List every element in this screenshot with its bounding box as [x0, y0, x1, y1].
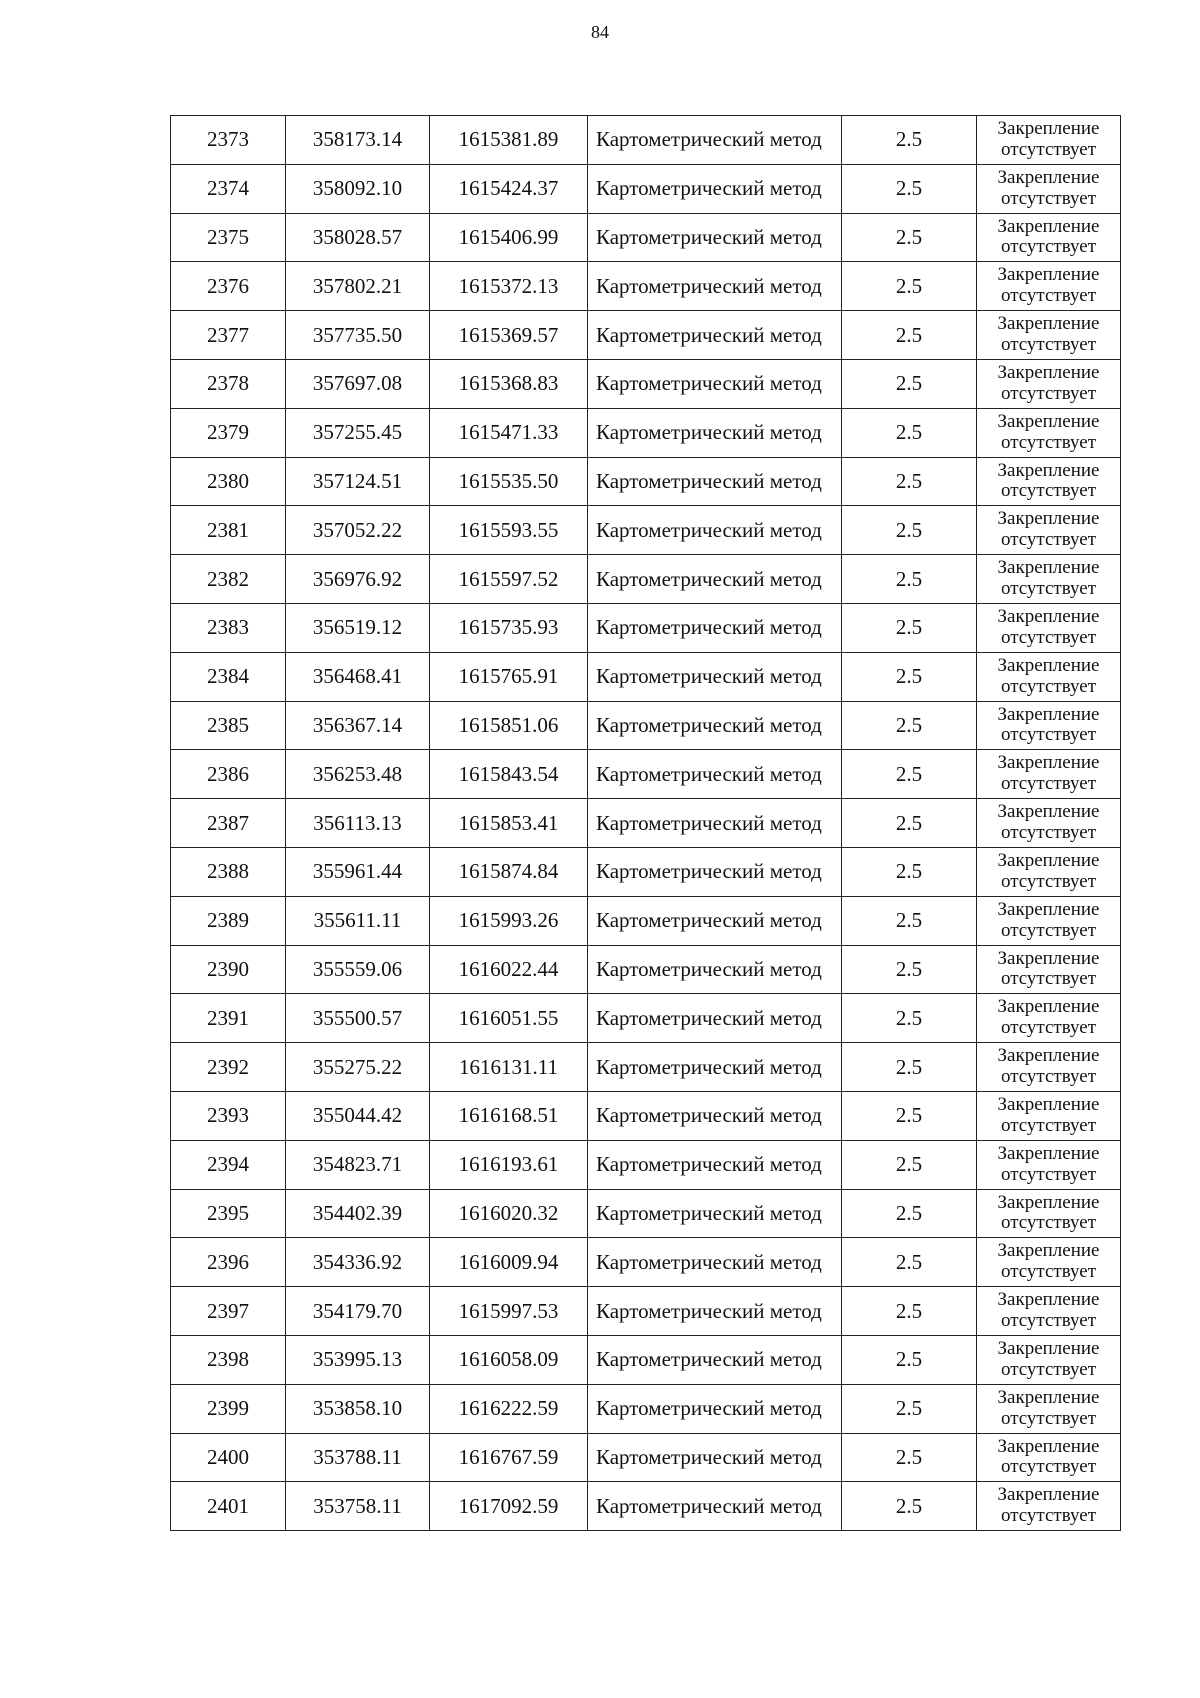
fixation-text: отсутствует: [1000, 187, 1097, 209]
table-row: [171, 896, 1121, 945]
fixation-text: Закрепление: [997, 1191, 1100, 1213]
table-row: [171, 994, 1121, 1043]
fixation-text: отсутствует: [1000, 578, 1097, 600]
accuracy-cell: 2.5: [842, 1140, 977, 1189]
method-cell: Картометрический метод: [588, 262, 842, 311]
y-coordinate-cell: 1616193.61: [430, 1140, 588, 1189]
method-cell: Картометрический метод: [588, 359, 842, 408]
fixation-text: отсутствует: [1000, 334, 1097, 356]
table-row: [171, 945, 1121, 994]
x-coordinate-cell: 358092.10: [286, 164, 430, 213]
table-row: [171, 408, 1121, 457]
fixation-cell: [977, 603, 1121, 652]
fixation-text: отсутствует: [1000, 919, 1097, 941]
fixation-cell: [977, 1384, 1121, 1433]
point-number-cell: 2395: [171, 1189, 286, 1238]
x-coordinate-cell: 356468.41: [286, 652, 430, 701]
x-coordinate-cell: 354179.70: [286, 1287, 430, 1336]
x-coordinate-cell: 357735.50: [286, 311, 430, 360]
x-coordinate-cell: 358028.57: [286, 213, 430, 262]
fixation-text: отсутствует: [1000, 822, 1097, 844]
fixation-cell: [977, 1043, 1121, 1092]
point-number-cell: 2375: [171, 213, 286, 262]
fixation-text: Закрепление: [997, 459, 1100, 481]
fixation-cell: [977, 945, 1121, 994]
y-coordinate-cell: 1616767.59: [430, 1433, 588, 1482]
accuracy-cell: 2.5: [842, 164, 977, 213]
fixation-cell: [977, 457, 1121, 506]
fixation-text: отсутствует: [1000, 1456, 1097, 1478]
y-coordinate-cell: 1616222.59: [430, 1384, 588, 1433]
y-coordinate-cell: 1615424.37: [430, 164, 588, 213]
method-cell: Картометрический метод: [588, 1433, 842, 1482]
x-coordinate-cell: 356113.13: [286, 799, 430, 848]
y-coordinate-cell: 1616058.09: [430, 1335, 588, 1384]
point-number-cell: 2386: [171, 750, 286, 799]
accuracy-cell: 2.5: [842, 1043, 977, 1092]
accuracy-cell: 2.5: [842, 603, 977, 652]
table-row: [171, 1043, 1121, 1092]
point-number-cell: 2389: [171, 896, 286, 945]
point-number-cell: 2380: [171, 457, 286, 506]
fixation-text: Закрепление: [997, 557, 1100, 579]
fixation-text: отсутствует: [1000, 773, 1097, 795]
point-number-cell: 2399: [171, 1384, 286, 1433]
method-cell: Картометрический метод: [588, 408, 842, 457]
fixation-cell: [977, 994, 1121, 1043]
y-coordinate-cell: 1616020.32: [430, 1189, 588, 1238]
fixation-cell: [977, 1433, 1121, 1482]
accuracy-cell: 2.5: [842, 1482, 977, 1531]
table-row: [171, 164, 1121, 213]
method-cell: Картометрический метод: [588, 1091, 842, 1140]
fixation-text: отсутствует: [1000, 529, 1097, 551]
point-number-cell: 2385: [171, 701, 286, 750]
fixation-cell: [977, 847, 1121, 896]
x-coordinate-cell: 355044.42: [286, 1091, 430, 1140]
x-coordinate-cell: 358173.14: [286, 116, 430, 165]
coordinates-table: [170, 115, 1121, 1531]
accuracy-cell: 2.5: [842, 994, 977, 1043]
x-coordinate-cell: 357124.51: [286, 457, 430, 506]
point-number-cell: 2401: [171, 1482, 286, 1531]
accuracy-cell: 2.5: [842, 262, 977, 311]
table-body: [171, 116, 1121, 1531]
accuracy-cell: 2.5: [842, 896, 977, 945]
fixation-text: отсутствует: [1000, 675, 1097, 697]
accuracy-cell: 2.5: [842, 1189, 977, 1238]
table-row: [171, 652, 1121, 701]
accuracy-cell: 2.5: [842, 213, 977, 262]
table-row: [171, 262, 1121, 311]
fixation-cell: [977, 1335, 1121, 1384]
fixation-cell: [977, 311, 1121, 360]
accuracy-cell: 2.5: [842, 116, 977, 165]
point-number-cell: 2387: [171, 799, 286, 848]
point-number-cell: 2383: [171, 603, 286, 652]
fixation-text: Закрепление: [997, 1142, 1100, 1164]
fixation-text: отсутствует: [1000, 480, 1097, 502]
fixation-text: Закрепление: [997, 361, 1100, 383]
y-coordinate-cell: 1615372.13: [430, 262, 588, 311]
fixation-text: Закрепление: [997, 801, 1100, 823]
y-coordinate-cell: 1616051.55: [430, 994, 588, 1043]
fixation-cell: [977, 1140, 1121, 1189]
x-coordinate-cell: 356519.12: [286, 603, 430, 652]
x-coordinate-cell: 357697.08: [286, 359, 430, 408]
fixation-text: Закрепление: [997, 1240, 1100, 1262]
fixation-cell: [977, 652, 1121, 701]
x-coordinate-cell: 357052.22: [286, 506, 430, 555]
y-coordinate-cell: 1615993.26: [430, 896, 588, 945]
fixation-text: Закрепление: [997, 605, 1100, 627]
fixation-text: Закрепление: [997, 849, 1100, 871]
method-cell: Картометрический метод: [588, 164, 842, 213]
y-coordinate-cell: 1616009.94: [430, 1238, 588, 1287]
y-coordinate-cell: 1615874.84: [430, 847, 588, 896]
fixation-text: Закрепление: [997, 1289, 1100, 1311]
method-cell: Картометрический метод: [588, 213, 842, 262]
accuracy-cell: 2.5: [842, 506, 977, 555]
point-number-cell: 2382: [171, 555, 286, 604]
accuracy-cell: 2.5: [842, 652, 977, 701]
point-number-cell: 2393: [171, 1091, 286, 1140]
method-cell: Картометрический метод: [588, 1482, 842, 1531]
table-row: [171, 555, 1121, 604]
x-coordinate-cell: 353758.11: [286, 1482, 430, 1531]
x-coordinate-cell: 355500.57: [286, 994, 430, 1043]
y-coordinate-cell: 1615369.57: [430, 311, 588, 360]
table-row: [171, 1384, 1121, 1433]
x-coordinate-cell: 353995.13: [286, 1335, 430, 1384]
accuracy-cell: 2.5: [842, 701, 977, 750]
y-coordinate-cell: 1615843.54: [430, 750, 588, 799]
fixation-text: Закрепление: [997, 508, 1100, 530]
fixation-text: отсутствует: [1000, 285, 1097, 307]
point-number-cell: 2392: [171, 1043, 286, 1092]
fixation-text: Закрепление: [997, 118, 1100, 139]
method-cell: Картометрический метод: [588, 750, 842, 799]
method-cell: Картометрический метод: [588, 652, 842, 701]
table-row: [171, 750, 1121, 799]
fixation-cell: [977, 164, 1121, 213]
fixation-text: отсутствует: [1000, 382, 1097, 404]
y-coordinate-cell: 1615853.41: [430, 799, 588, 848]
table-row: [171, 213, 1121, 262]
accuracy-cell: 2.5: [842, 1091, 977, 1140]
method-cell: Картометрический метод: [588, 457, 842, 506]
accuracy-cell: 2.5: [842, 1287, 977, 1336]
table-row: [171, 1238, 1121, 1287]
table-row: [171, 1091, 1121, 1140]
fixation-cell: [977, 896, 1121, 945]
table-row: [171, 847, 1121, 896]
x-coordinate-cell: 354336.92: [286, 1238, 430, 1287]
accuracy-cell: 2.5: [842, 847, 977, 896]
table-row: [171, 603, 1121, 652]
accuracy-cell: 2.5: [842, 1433, 977, 1482]
table-row: [171, 1140, 1121, 1189]
fixation-cell: [977, 116, 1121, 165]
y-coordinate-cell: 1615997.53: [430, 1287, 588, 1336]
point-number-cell: 2374: [171, 164, 286, 213]
y-coordinate-cell: 1616022.44: [430, 945, 588, 994]
fixation-cell: [977, 555, 1121, 604]
table-row: [171, 1335, 1121, 1384]
x-coordinate-cell: 353788.11: [286, 1433, 430, 1482]
accuracy-cell: 2.5: [842, 1384, 977, 1433]
fixation-text: Закрепление: [997, 410, 1100, 432]
table-row: [171, 701, 1121, 750]
accuracy-cell: 2.5: [842, 555, 977, 604]
method-cell: Картометрический метод: [588, 555, 842, 604]
accuracy-cell: 2.5: [842, 359, 977, 408]
y-coordinate-cell: 1615368.83: [430, 359, 588, 408]
fixation-text: Закрепление: [997, 264, 1100, 286]
accuracy-cell: 2.5: [842, 1238, 977, 1287]
fixation-text: отсутствует: [1000, 138, 1097, 160]
fixation-cell: [977, 1482, 1121, 1531]
fixation-text: отсутствует: [1000, 1407, 1097, 1429]
table-row: [171, 1433, 1121, 1482]
x-coordinate-cell: 355611.11: [286, 896, 430, 945]
method-cell: Картометрический метод: [588, 994, 842, 1043]
fixation-text: отсутствует: [1000, 1212, 1097, 1234]
accuracy-cell: 2.5: [842, 457, 977, 506]
method-cell: Картометрический метод: [588, 1238, 842, 1287]
fixation-text: отсутствует: [1000, 1114, 1097, 1136]
point-number-cell: 2381: [171, 506, 286, 555]
fixation-text: Закрепление: [997, 1093, 1100, 1115]
accuracy-cell: 2.5: [842, 945, 977, 994]
fixation-text: отсутствует: [1000, 1017, 1097, 1039]
fixation-text: Закрепление: [997, 752, 1100, 774]
y-coordinate-cell: 1615535.50: [430, 457, 588, 506]
method-cell: Картометрический метод: [588, 116, 842, 165]
accuracy-cell: 2.5: [842, 750, 977, 799]
x-coordinate-cell: 356367.14: [286, 701, 430, 750]
y-coordinate-cell: 1615597.52: [430, 555, 588, 604]
fixation-text: Закрепление: [997, 166, 1100, 188]
x-coordinate-cell: 356976.92: [286, 555, 430, 604]
accuracy-cell: 2.5: [842, 408, 977, 457]
point-number-cell: 2376: [171, 262, 286, 311]
fixation-text: отсутствует: [1000, 1066, 1097, 1088]
fixation-text: отсутствует: [1000, 1163, 1097, 1185]
table-row: [171, 799, 1121, 848]
point-number-cell: 2390: [171, 945, 286, 994]
y-coordinate-cell: 1616131.11: [430, 1043, 588, 1092]
x-coordinate-cell: 355961.44: [286, 847, 430, 896]
point-number-cell: 2379: [171, 408, 286, 457]
fixation-cell: [977, 1238, 1121, 1287]
fixation-cell: [977, 213, 1121, 262]
y-coordinate-cell: 1615471.33: [430, 408, 588, 457]
method-cell: Картометрический метод: [588, 896, 842, 945]
method-cell: Картометрический метод: [588, 1384, 842, 1433]
x-coordinate-cell: 357255.45: [286, 408, 430, 457]
y-coordinate-cell: 1615851.06: [430, 701, 588, 750]
method-cell: Картометрический метод: [588, 506, 842, 555]
fixation-cell: [977, 506, 1121, 555]
fixation-text: Закрепление: [997, 898, 1100, 920]
fixation-cell: [977, 262, 1121, 311]
fixation-text: Закрепление: [997, 996, 1100, 1018]
fixation-text: отсутствует: [1000, 236, 1097, 258]
x-coordinate-cell: 354402.39: [286, 1189, 430, 1238]
point-number-cell: 2377: [171, 311, 286, 360]
fixation-text: отсутствует: [1000, 431, 1097, 453]
fixation-cell: [977, 359, 1121, 408]
table-row: [171, 1482, 1121, 1531]
fixation-text: Закрепление: [997, 654, 1100, 676]
table-row: [171, 1189, 1121, 1238]
method-cell: Картометрический метод: [588, 1043, 842, 1092]
y-coordinate-cell: 1615735.93: [430, 603, 588, 652]
point-number-cell: 2397: [171, 1287, 286, 1336]
fixation-text: отсутствует: [1000, 1310, 1097, 1332]
fixation-cell: [977, 1189, 1121, 1238]
y-coordinate-cell: 1615381.89: [430, 116, 588, 165]
point-number-cell: 2391: [171, 994, 286, 1043]
method-cell: Картометрический метод: [588, 1335, 842, 1384]
fixation-text: Закрепление: [997, 313, 1100, 335]
method-cell: Картометрический метод: [588, 603, 842, 652]
x-coordinate-cell: 355559.06: [286, 945, 430, 994]
point-number-cell: 2400: [171, 1433, 286, 1482]
method-cell: Картометрический метод: [588, 1189, 842, 1238]
x-coordinate-cell: 355275.22: [286, 1043, 430, 1092]
method-cell: Картометрический метод: [588, 945, 842, 994]
fixation-text: Закрепление: [997, 703, 1100, 725]
y-coordinate-cell: 1615593.55: [430, 506, 588, 555]
table-row: [171, 1287, 1121, 1336]
fixation-text: отсутствует: [1000, 1358, 1097, 1380]
fixation-text: Закрепление: [997, 215, 1100, 237]
table-row: [171, 506, 1121, 555]
fixation-text: Закрепление: [997, 1484, 1100, 1506]
fixation-cell: [977, 701, 1121, 750]
fixation-text: отсутствует: [1000, 968, 1097, 990]
fixation-text: Закрепление: [997, 1337, 1100, 1359]
accuracy-cell: 2.5: [842, 1335, 977, 1384]
y-coordinate-cell: 1616168.51: [430, 1091, 588, 1140]
point-number-cell: 2396: [171, 1238, 286, 1287]
fixation-text: отсутствует: [1000, 724, 1097, 746]
fixation-text: отсутствует: [1000, 870, 1097, 892]
method-cell: Картометрический метод: [588, 701, 842, 750]
accuracy-cell: 2.5: [842, 311, 977, 360]
fixation-cell: [977, 1091, 1121, 1140]
point-number-cell: 2384: [171, 652, 286, 701]
y-coordinate-cell: 1615406.99: [430, 213, 588, 262]
fixation-text: Закрепление: [997, 1386, 1100, 1408]
fixation-cell: [977, 750, 1121, 799]
x-coordinate-cell: 357802.21: [286, 262, 430, 311]
page-number: 84: [591, 22, 609, 42]
fixation-cell: [977, 799, 1121, 848]
method-cell: Картометрический метод: [588, 847, 842, 896]
fixation-text: Закрепление: [997, 1435, 1100, 1457]
x-coordinate-cell: 356253.48: [286, 750, 430, 799]
table-row: [171, 116, 1121, 165]
point-number-cell: 2394: [171, 1140, 286, 1189]
point-number-cell: 2388: [171, 847, 286, 896]
point-number-cell: 2378: [171, 359, 286, 408]
fixation-text: отсутствует: [1000, 626, 1097, 648]
y-coordinate-cell: 1617092.59: [430, 1482, 588, 1531]
fixation-text: отсутствует: [1000, 1505, 1097, 1527]
point-number-cell: 2373: [171, 116, 286, 165]
fixation-cell: [977, 408, 1121, 457]
table-row: [171, 359, 1121, 408]
table-row: [171, 457, 1121, 506]
method-cell: Картометрический метод: [588, 1287, 842, 1336]
fixation-text: отсутствует: [1000, 1261, 1097, 1283]
point-number-cell: 2398: [171, 1335, 286, 1384]
method-cell: Картометрический метод: [588, 311, 842, 360]
accuracy-cell: 2.5: [842, 799, 977, 848]
y-coordinate-cell: 1615765.91: [430, 652, 588, 701]
method-cell: Картометрический метод: [588, 1140, 842, 1189]
fixation-cell: [977, 1287, 1121, 1336]
fixation-text: Закрепление: [997, 947, 1100, 969]
fixation-text: Закрепление: [997, 1045, 1100, 1067]
x-coordinate-cell: 353858.10: [286, 1384, 430, 1433]
method-cell: Картометрический метод: [588, 799, 842, 848]
table-row: [171, 311, 1121, 360]
x-coordinate-cell: 354823.71: [286, 1140, 430, 1189]
